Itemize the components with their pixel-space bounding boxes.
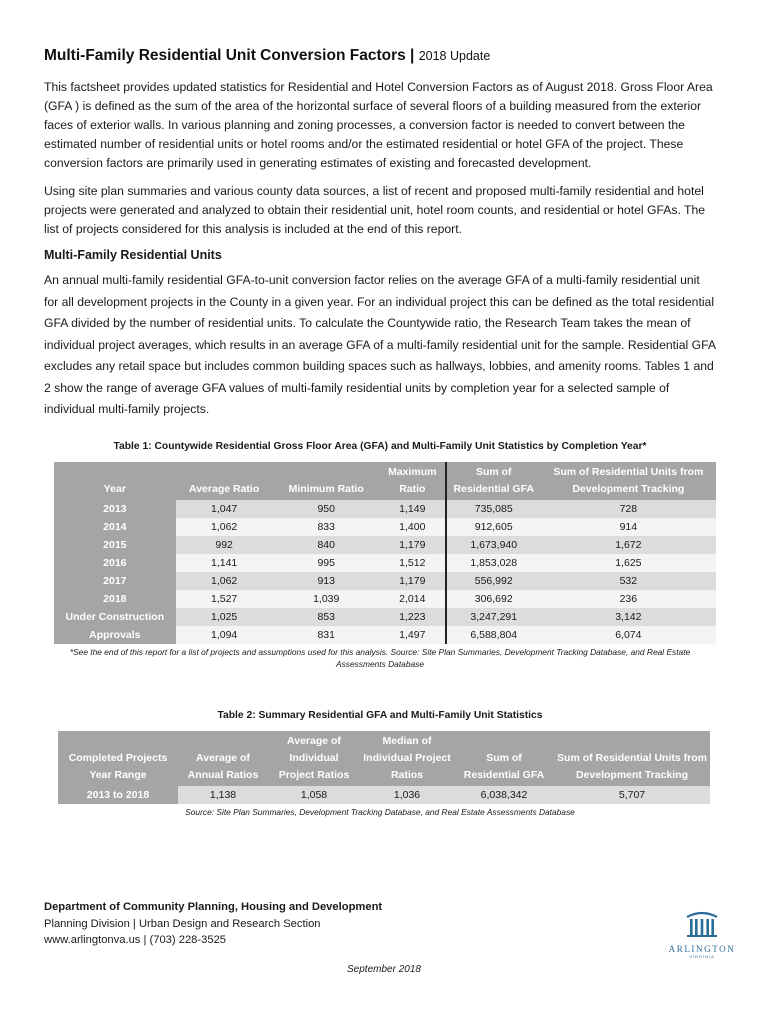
footer-contact: www.arlingtonva.us | (703) 228-3525	[44, 934, 227, 946]
table2-cell: 5,707	[554, 786, 710, 804]
table1-cell: 995	[273, 554, 380, 572]
table2-source: Source: Site Plan Summaries, Development Tracking Database, and Real Estate Assessments Database	[185, 806, 575, 817]
table1-header: Sum of Residential GFA	[446, 462, 541, 500]
section-heading: Multi-Family Residential Units	[44, 248, 222, 262]
table1-cell: 306,692	[446, 590, 541, 608]
table1-cell: 914	[541, 518, 716, 536]
table1-cell: 6,074	[541, 626, 716, 644]
table1-cell: 1,094	[176, 626, 273, 644]
table1-row	[54, 626, 716, 644]
table1-caption: Table 1: Countywide Residential Gross Floor Area (GFA) and Multi-Family Unit Statistics by Completion Year*	[113, 440, 647, 452]
table1-row-label: Approvals	[54, 626, 176, 644]
table1-cell: 1,179	[380, 572, 446, 590]
table1-cell: 1,062	[176, 572, 273, 590]
table2-header: Sum of Residential GFA	[454, 731, 554, 786]
table2	[58, 731, 710, 804]
table1-cell: 1,047	[176, 500, 273, 518]
table1-footnote: *See the end of this report for a list of projects and assumptions used for this analysis. Source: Site Plan Summaries, Development Tracking Database, and Real Estate Assessments Database	[69, 646, 691, 669]
table1-row	[54, 500, 716, 518]
table2-cell: 6,038,342	[454, 786, 554, 804]
table1-cell: 6,588,804	[446, 626, 541, 644]
table2-header: Median of Individual Project Ratios	[360, 731, 454, 786]
table1-cell: 1,497	[380, 626, 446, 644]
table1-row	[54, 608, 716, 626]
table1-cell: 236	[541, 590, 716, 608]
table1-cell: 1,025	[176, 608, 273, 626]
table1-header: Average Ratio	[176, 462, 273, 500]
title-text: Multi-Family Residential Unit Conversion Factors |	[44, 47, 415, 64]
table1-row-label: 2016	[54, 554, 176, 572]
table1-cell: 992	[176, 536, 273, 554]
footer-department: Department of Community Planning, Housing and Development	[44, 901, 383, 913]
logo-subtext: VIRGINIA	[689, 954, 715, 959]
table2-header: Completed Projects Year Range	[58, 731, 178, 786]
table1-row	[54, 572, 716, 590]
table1-cell: 831	[273, 626, 380, 644]
table1-row-label: Under Construction	[54, 608, 176, 626]
table2-caption: Table 2: Summary Residential GFA and Multi-Family Unit Statistics	[217, 709, 543, 721]
section-paragraph: An annual multi-family residential GFA-to-unit conversion factor relies on the average GFA of a multi-family residential unit for all development projects in the County in a given year. For an individual project this can be defined as the total residential GFA divided by the number of residential units. To calculate the Countywide ratio, the Research Team takes the mean of individual project averages, which results in an average GFA of a multi-family residential unit for the sample. Residential GFA excludes any retail space but includes common building spaces such as hallways, lobbies, and amenity rooms. Tables 1 and 2 show the range of average GFA values of multi-family residential units by completion year for a selected sample of individual multi-family projects.	[44, 273, 716, 416]
table1-cell: 1,673,940	[446, 536, 541, 554]
table1-header: Year	[54, 462, 176, 500]
table1-cell: 3,247,291	[446, 608, 541, 626]
table1-cell: 1,512	[380, 554, 446, 572]
table1-row	[54, 518, 716, 536]
table2-header-row	[58, 731, 710, 786]
table1-cell: 950	[273, 500, 380, 518]
intro-paragraph-1: This factsheet provides updated statistics for Residential and Hotel Conversion Factors as of August 2018. Gross Floor Area (GFA ) is defined as the sum of the area of the horizontal surface of several floors of a building measured from the exterior faces of exterior walls. In various planning and zoning processes, a conversion factor is needed to convert between the estimated number of residential units or hotel rooms and/or the estimated residential or hotel GFA of the project. These conversion factors are primarily used in generating estimates of existing and forecasted development.	[44, 80, 713, 170]
table1-cell: 1,149	[380, 500, 446, 518]
table1-cell: 556,992	[446, 572, 541, 590]
table1-cell: 735,085	[446, 500, 541, 518]
table1-cell: 3,142	[541, 608, 716, 626]
table1-row	[54, 536, 716, 554]
table2-cell: 1,036	[360, 786, 454, 804]
table1-cell: 2,014	[380, 590, 446, 608]
table1-cell: 1,853,028	[446, 554, 541, 572]
table1-cell: 1,179	[380, 536, 446, 554]
table1-row-label: 2017	[54, 572, 176, 590]
table1-header: Maximum Ratio	[380, 462, 446, 500]
page-title	[44, 44, 716, 68]
table1-cell: 1,062	[176, 518, 273, 536]
table1-cell: 1,527	[176, 590, 273, 608]
table2-header: Average of Annual Ratios	[178, 731, 268, 786]
table1-cell: 833	[273, 518, 380, 536]
table1	[54, 462, 716, 644]
table1-row	[54, 590, 716, 608]
table2-row	[58, 786, 710, 804]
table1-row-label: 2015	[54, 536, 176, 554]
arlington-building-icon	[684, 908, 720, 938]
intro-paragraph-2: Using site plan summaries and various county data sources, a list of recent and proposed multi-family residential and hotel projects were generated and analyzed to obtain their residential unit, hotel room counts, and residential or hotel GFAs. The list of projects considered for this analysis is included at the end of this report.	[44, 184, 705, 236]
table2-row-label: 2013 to 2018	[58, 786, 178, 804]
table1-cell: 853	[273, 608, 380, 626]
table2-cell: 1,138	[178, 786, 268, 804]
table1-row-label: 2014	[54, 518, 176, 536]
table1-cell: 1,141	[176, 554, 273, 572]
table1-cell: 1,672	[541, 536, 716, 554]
table1-cell: 1,400	[380, 518, 446, 536]
table1-row-label: 2018	[54, 590, 176, 608]
table2-header: Sum of Residential Units from Development Tracking	[554, 731, 710, 786]
table1-cell: 1,039	[273, 590, 380, 608]
table1-cell: 728	[541, 500, 716, 518]
table2-cell: 1,058	[268, 786, 360, 804]
table1-cell: 1,625	[541, 554, 716, 572]
table2-header: Average of Individual Project Ratios	[268, 731, 360, 786]
table1-header: Sum of Residential Units from Development Tracking	[541, 462, 716, 500]
title-update: 2018 Update	[418, 49, 491, 63]
table1-cell: 1,223	[380, 608, 446, 626]
page-content	[44, 44, 716, 818]
table1-row	[54, 554, 716, 572]
footer	[44, 899, 382, 949]
arlington-logo	[660, 908, 744, 959]
table1-row-label: 2013	[54, 500, 176, 518]
table1-cell: 532	[541, 572, 716, 590]
table1-cell: 913	[273, 572, 380, 590]
footer-division: Planning Division | Urban Design and Research Section	[44, 917, 321, 930]
table1-header-row	[54, 462, 716, 500]
table1-cell: 912,605	[446, 518, 541, 536]
logo-wordmark: ARLINGTON	[668, 944, 736, 954]
table1-cell: 840	[273, 536, 380, 554]
table1-header: Minimum Ratio	[273, 462, 380, 500]
publication-date: September 2018	[347, 964, 421, 975]
